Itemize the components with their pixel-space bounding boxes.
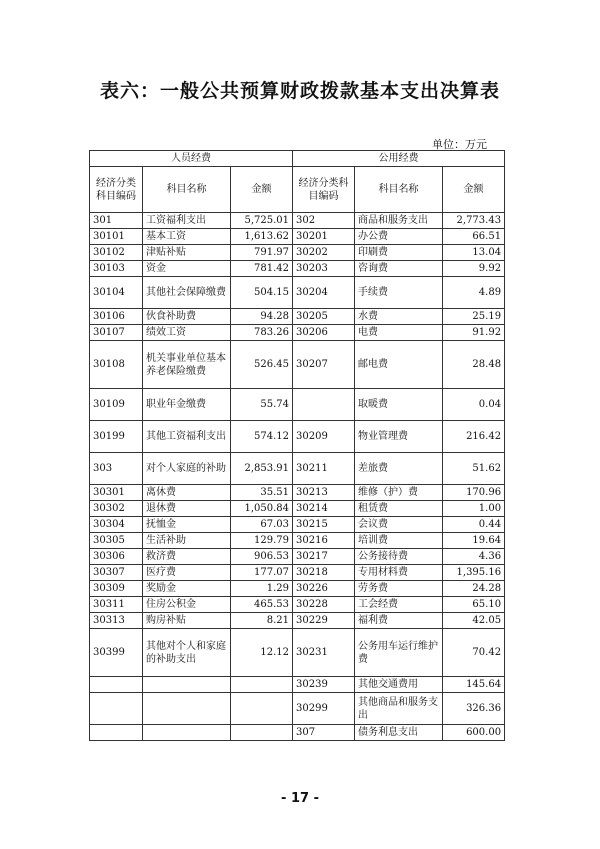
- page-title: 表六：一般公共预算财政拨款基本支出决算表: [99, 80, 500, 102]
- right-name-cell: 差旅费: [355, 453, 443, 485]
- left-amount-cell: 67.03: [231, 517, 293, 533]
- table-row: [90, 533, 505, 549]
- right-name-cell: 其他交通费用: [355, 677, 443, 693]
- table-row: [90, 213, 505, 229]
- right-code-cell: 30202: [293, 245, 355, 261]
- left-header-code: 经济分类科目编码: [90, 167, 143, 213]
- right-name-cell: 手续费: [355, 277, 443, 309]
- group-header-row: [90, 151, 505, 167]
- right-code-cell: 30206: [293, 325, 355, 341]
- left-code-cell: 30108: [90, 341, 143, 389]
- left-name-cell: 退休费: [143, 501, 231, 517]
- left-amount-cell: 504.15: [231, 277, 293, 309]
- right-amount-cell: 1,395.16: [443, 565, 505, 581]
- left-name-cell: 机关事业单位基本养老保险缴费: [143, 341, 231, 389]
- expenditure-table: [89, 150, 505, 741]
- right-amount-cell: 9.92: [443, 261, 505, 277]
- right-code-cell: 30201: [293, 229, 355, 245]
- right-code-cell: 30204: [293, 277, 355, 309]
- table-row: [90, 485, 505, 501]
- right-code-cell: 30213: [293, 485, 355, 501]
- right-code-cell: [293, 389, 355, 421]
- left-name-cell: 对个人家庭的补助: [143, 453, 231, 485]
- left-amount-cell: 55.74: [231, 389, 293, 421]
- table-row: [90, 341, 505, 389]
- right-code-cell: 30217: [293, 549, 355, 565]
- left-name-cell: 离休费: [143, 485, 231, 501]
- left-header-amount: 金额: [231, 167, 293, 213]
- right-name-cell: 取暖费: [355, 389, 443, 421]
- right-amount-cell: 25.19: [443, 309, 505, 325]
- left-name-cell: 抚恤金: [143, 517, 231, 533]
- table-row: [90, 597, 505, 613]
- table-row: [90, 549, 505, 565]
- right-header-name: 科目名称: [355, 167, 443, 213]
- left-name-cell: [143, 725, 231, 741]
- left-name-cell: 救济费: [143, 549, 231, 565]
- left-amount-cell: 906.53: [231, 549, 293, 565]
- right-code-cell: 30216: [293, 533, 355, 549]
- left-code-cell: 30306: [90, 549, 143, 565]
- right-amount-cell: 19.64: [443, 533, 505, 549]
- left-code-cell: 30309: [90, 581, 143, 597]
- left-code-cell: 30305: [90, 533, 143, 549]
- right-amount-cell: 42.05: [443, 613, 505, 629]
- left-name-cell: 职业年金缴费: [143, 389, 231, 421]
- left-amount-cell: 781.42: [231, 261, 293, 277]
- right-code-cell: 307: [293, 725, 355, 741]
- right-amount-cell: 28.48: [443, 341, 505, 389]
- right-name-cell: 专用材料费: [355, 565, 443, 581]
- right-code-cell: 30231: [293, 629, 355, 677]
- left-name-cell: 生活补助: [143, 533, 231, 549]
- left-amount-cell: 177.07: [231, 565, 293, 581]
- right-amount-cell: 70.42: [443, 629, 505, 677]
- left-name-cell: 其他工资福利支出: [143, 421, 231, 453]
- right-amount-cell: 600.00: [443, 725, 505, 741]
- left-code-cell: 30106: [90, 309, 143, 325]
- right-name-cell: 工会经费: [355, 597, 443, 613]
- right-name-cell: 印刷费: [355, 245, 443, 261]
- left-code-cell: 30302: [90, 501, 143, 517]
- right-amount-cell: 91.92: [443, 325, 505, 341]
- table-row: [90, 613, 505, 629]
- page-number: - 17 -: [281, 791, 319, 806]
- left-name-cell: [143, 677, 231, 693]
- right-amount-cell: 145.64: [443, 677, 505, 693]
- left-code-cell: 30107: [90, 325, 143, 341]
- right-name-cell: 商品和服务支出: [355, 213, 443, 229]
- right-amount-cell: 4.89: [443, 277, 505, 309]
- right-name-cell: 债务利息支出: [355, 725, 443, 741]
- left-name-cell: 医疗费: [143, 565, 231, 581]
- left-code-cell: [90, 693, 143, 725]
- right-name-cell: 咨询费: [355, 261, 443, 277]
- right-name-cell: 福利费: [355, 613, 443, 629]
- table-row: [90, 245, 505, 261]
- left-name-cell: 基本工资: [143, 229, 231, 245]
- right-amount-cell: 65.10: [443, 597, 505, 613]
- right-amount-cell: 66.51: [443, 229, 505, 245]
- right-amount-cell: 216.42: [443, 421, 505, 453]
- right-name-cell: 电费: [355, 325, 443, 341]
- left-name-cell: 绩效工资: [143, 325, 231, 341]
- right-name-cell: 办公费: [355, 229, 443, 245]
- left-code-cell: 30313: [90, 613, 143, 629]
- table-row: [90, 421, 505, 453]
- left-amount-cell: 8.21: [231, 613, 293, 629]
- table-row: [90, 277, 505, 309]
- right-amount-cell: 24.28: [443, 581, 505, 597]
- left-amount-cell: 1.29: [231, 581, 293, 597]
- left-amount-cell: [231, 693, 293, 725]
- table-row: [90, 581, 505, 597]
- right-code-cell: 30218: [293, 565, 355, 581]
- left-amount-cell: 5,725.01: [231, 213, 293, 229]
- left-amount-cell: 94.28: [231, 309, 293, 325]
- table-row: [90, 389, 505, 421]
- left-code-cell: 30307: [90, 565, 143, 581]
- left-amount-cell: [231, 677, 293, 693]
- left-amount-cell: 1,050.84: [231, 501, 293, 517]
- right-amount-cell: 13.04: [443, 245, 505, 261]
- left-code-cell: 30102: [90, 245, 143, 261]
- right-name-cell: 会议费: [355, 517, 443, 533]
- right-amount-cell: 0.44: [443, 517, 505, 533]
- right-name-cell: 培训费: [355, 533, 443, 549]
- right-name-cell: 水费: [355, 309, 443, 325]
- right-code-cell: 30211: [293, 453, 355, 485]
- right-amount-cell: 326.36: [443, 693, 505, 725]
- right-code-cell: 30205: [293, 309, 355, 325]
- left-name-cell: 资金: [143, 261, 231, 277]
- right-amount-cell: 0.04: [443, 389, 505, 421]
- right-code-cell: 30299: [293, 693, 355, 725]
- left-code-cell: 301: [90, 213, 143, 229]
- table-row: [90, 453, 505, 485]
- table-row: [90, 325, 505, 341]
- right-code-cell: 30226: [293, 581, 355, 597]
- left-code-cell: 303: [90, 453, 143, 485]
- left-amount-cell: [231, 725, 293, 741]
- table-row: [90, 725, 505, 741]
- right-code-cell: 302: [293, 213, 355, 229]
- right-amount-cell: 1.00: [443, 501, 505, 517]
- right-name-cell: 维修（护）费: [355, 485, 443, 501]
- table-row: [90, 517, 505, 533]
- left-amount-cell: 129.79: [231, 533, 293, 549]
- table-row: [90, 629, 505, 677]
- right-code-cell: 30203: [293, 261, 355, 277]
- left-amount-cell: 1,613.62: [231, 229, 293, 245]
- left-group-header: 人员经费: [90, 151, 293, 167]
- table-row: [90, 309, 505, 325]
- right-amount-cell: 2,773.43: [443, 213, 505, 229]
- left-amount-cell: 791.97: [231, 245, 293, 261]
- left-name-cell: 住房公积金: [143, 597, 231, 613]
- right-header-code: 经济分类科目编码: [293, 167, 355, 213]
- right-amount-cell: 4.36: [443, 549, 505, 565]
- left-code-cell: 30301: [90, 485, 143, 501]
- left-amount-cell: 465.53: [231, 597, 293, 613]
- left-code-cell: 30103: [90, 261, 143, 277]
- right-name-cell: 公务用车运行维护费: [355, 629, 443, 677]
- left-code-cell: [90, 725, 143, 741]
- left-name-cell: 津贴补贴: [143, 245, 231, 261]
- right-amount-cell: 51.62: [443, 453, 505, 485]
- right-code-cell: 30228: [293, 597, 355, 613]
- table-row: [90, 261, 505, 277]
- left-amount-cell: 12.12: [231, 629, 293, 677]
- left-name-cell: 工资福利支出: [143, 213, 231, 229]
- right-header-amount: 金额: [443, 167, 505, 213]
- right-name-cell: 邮电费: [355, 341, 443, 389]
- right-code-cell: 30215: [293, 517, 355, 533]
- right-name-cell: 租赁费: [355, 501, 443, 517]
- right-name-cell: 公务接待费: [355, 549, 443, 565]
- left-code-cell: 30104: [90, 277, 143, 309]
- right-name-cell: 物业管理费: [355, 421, 443, 453]
- right-code-cell: 30209: [293, 421, 355, 453]
- left-code-cell: [90, 677, 143, 693]
- left-amount-cell: 783.26: [231, 325, 293, 341]
- unit-label: 单位：万元: [432, 138, 487, 151]
- left-amount-cell: 35.51: [231, 485, 293, 501]
- right-code-cell: 30214: [293, 501, 355, 517]
- right-code-cell: 30229: [293, 613, 355, 629]
- left-code-cell: 30399: [90, 629, 143, 677]
- table-row: [90, 501, 505, 517]
- table-row: [90, 565, 505, 581]
- left-code-cell: 30304: [90, 517, 143, 533]
- right-code-cell: 30207: [293, 341, 355, 389]
- left-code-cell: 30199: [90, 421, 143, 453]
- column-header-row: [90, 167, 505, 213]
- left-name-cell: [143, 693, 231, 725]
- left-name-cell: 伙食补助费: [143, 309, 231, 325]
- left-name-cell: 其他对个人和家庭的补助支出: [143, 629, 231, 677]
- left-code-cell: 30109: [90, 389, 143, 421]
- left-code-cell: 30311: [90, 597, 143, 613]
- left-amount-cell: 2,853.91: [231, 453, 293, 485]
- left-name-cell: 奖励金: [143, 581, 231, 597]
- left-amount-cell: 526.45: [231, 341, 293, 389]
- left-code-cell: 30101: [90, 229, 143, 245]
- right-amount-cell: 170.96: [443, 485, 505, 501]
- table-row: [90, 693, 505, 725]
- right-name-cell: 其他商品和服务支出: [355, 693, 443, 725]
- right-name-cell: 劳务费: [355, 581, 443, 597]
- right-group-header: 公用经费: [293, 151, 505, 167]
- table-row: [90, 677, 505, 693]
- left-name-cell: 其他社会保障缴费: [143, 277, 231, 309]
- left-header-name: 科目名称: [143, 167, 231, 213]
- table-row: [90, 229, 505, 245]
- left-amount-cell: 574.12: [231, 421, 293, 453]
- right-code-cell: 30239: [293, 677, 355, 693]
- left-name-cell: 购房补贴: [143, 613, 231, 629]
